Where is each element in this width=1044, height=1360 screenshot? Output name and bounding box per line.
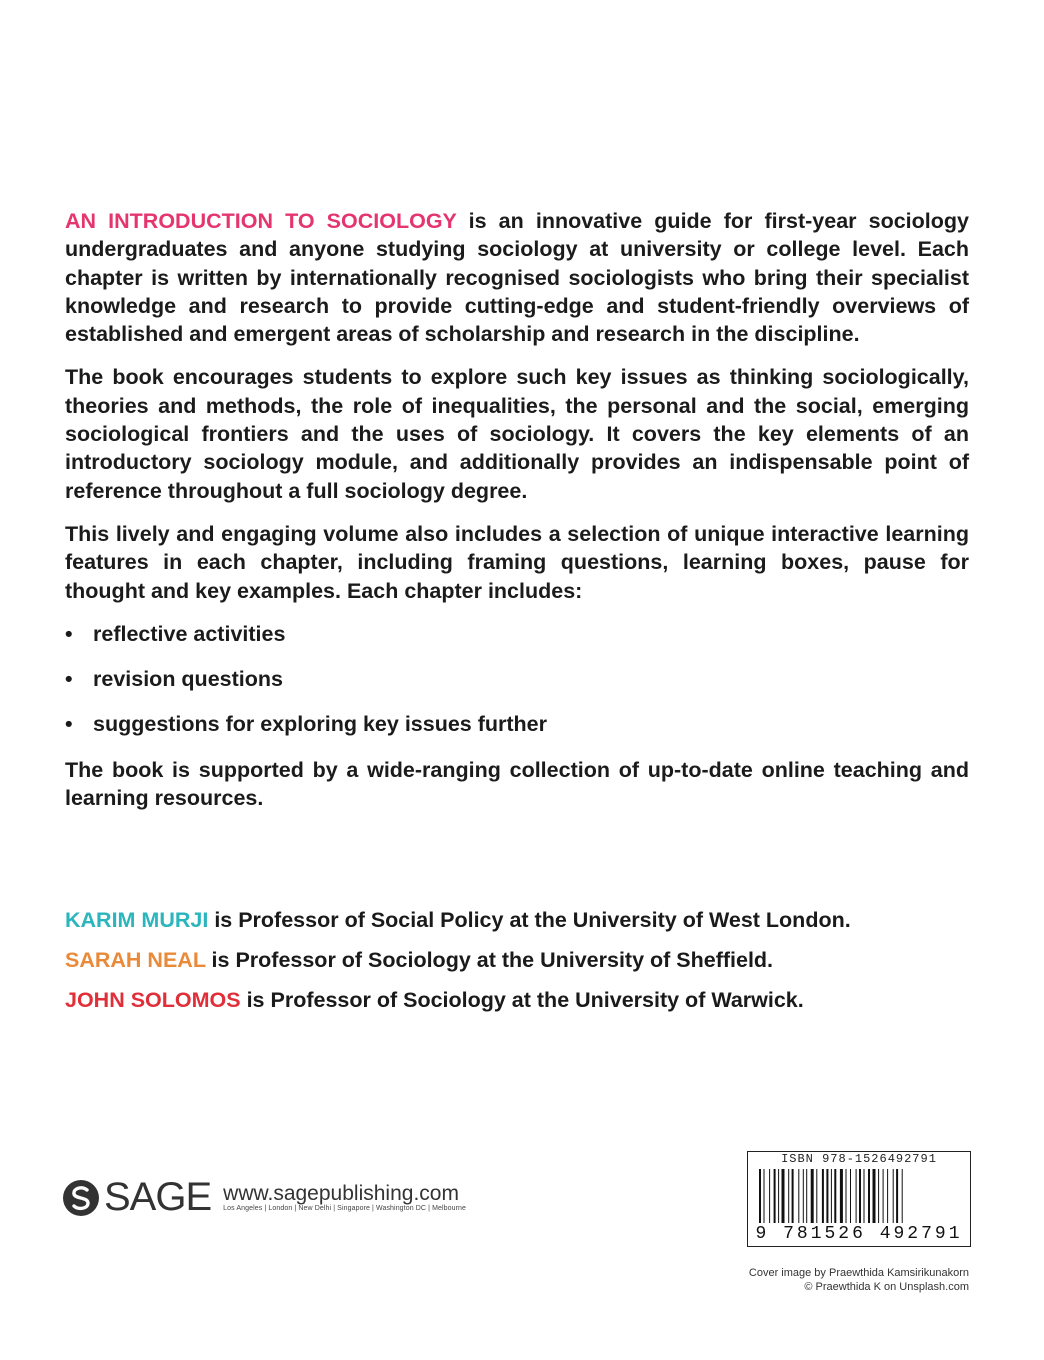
description-paragraph-1: AN INTRODUCTION TO SOCIOLOGY is an innovative guide for first-year sociology undergraduates and anyone studying sociology at university or college level. Each chapter is written by internationally recognised sociologists who bring their specialist knowledge and research to provide cutting-edge and student-friendly overviews of established and emergent areas of scholarship and research in the discipline. <box>65 209 969 347</box>
barcode-bar <box>883 1169 884 1223</box>
book-title: AN INTRODUCTION TO SOCIOLOGY <box>65 209 457 233</box>
author-name: SARAH NEAL <box>65 948 206 972</box>
barcode-bar <box>850 1169 851 1223</box>
barcode-bar <box>856 1169 857 1223</box>
barcode-bar <box>840 1169 843 1223</box>
barcode-bar <box>764 1169 765 1223</box>
list-item: • reflective activities <box>65 620 969 648</box>
author-bio: KARIM MURJI is Professor of Social Policy at the University of West London. <box>65 908 851 932</box>
barcode-bar <box>846 1169 847 1223</box>
barcode-bar <box>896 1169 898 1223</box>
barcode-bar <box>864 1169 865 1223</box>
publisher-logo-text: SAGE <box>104 1175 212 1219</box>
author-bios <box>65 906 985 1026</box>
barcode-bar <box>873 1169 876 1223</box>
publisher-block <box>62 1175 466 1220</box>
cover-credits <box>700 1266 969 1294</box>
bullet-icon: • <box>65 667 73 692</box>
barcode-bar <box>826 1169 828 1223</box>
barcode-bar <box>769 1169 770 1223</box>
barcode-bar <box>803 1169 804 1223</box>
barcode-bar <box>822 1169 824 1223</box>
description-paragraph-2: The book encourages students to explore such key issues as thinking sociologically, theories and methods, the role of inequalities, the personal and the social, emerging sociological frontiers and the uses of sociology. It covers the key elements of an introductory sociology module, and additionally provides an indispensable point of reference throughout a full sociology degree. <box>65 365 969 503</box>
bullet-icon: • <box>65 712 73 737</box>
author-bio: JOHN SOLOMOS is Professor of Sociology at the University of Warwick. <box>65 988 804 1012</box>
barcode-bar <box>759 1169 761 1223</box>
barcode-bar <box>774 1169 776 1223</box>
author-name: JOHN SOLOMOS <box>65 988 241 1012</box>
isbn-label: ISBN 978-1526492791 <box>781 1152 937 1166</box>
barcode-bar <box>806 1169 807 1223</box>
barcode-bar <box>868 1169 870 1223</box>
publisher-url[interactable]: www.sagepublishing.com <box>223 1182 459 1205</box>
author-name: KARIM MURJI <box>65 908 209 932</box>
barcode-bar <box>811 1169 814 1223</box>
description-paragraph-4: The book is supported by a wide-ranging collection of up-to-date online teaching and learning resources. <box>65 757 969 811</box>
bullet-icon: • <box>65 621 73 646</box>
barcode-bar <box>778 1169 779 1223</box>
barcode-bar <box>792 1169 794 1223</box>
isbn-barcode <box>747 1151 971 1247</box>
barcode-bar <box>887 1169 888 1223</box>
list-item: • revision questions <box>65 665 969 693</box>
credit-line: © Praewthida K on Unsplash.com <box>804 1281 969 1293</box>
barcode-bar <box>788 1169 789 1223</box>
sage-logo-icon <box>62 1179 100 1217</box>
barcode-bar <box>893 1169 894 1223</box>
barcode-bars-icon <box>759 1169 959 1223</box>
barcode-bar <box>831 1169 832 1223</box>
author-bio: SARAH NEAL is Professor of Sociology at the University of Sheffield. <box>65 948 774 972</box>
barcode-bar <box>878 1169 879 1223</box>
description-paragraph-3: This lively and engaging volume also includes a selection of unique interactive learning features in each chapter, including framing questions, learning boxes, pause for thought and key examples. Each chapter includes: <box>65 521 969 603</box>
credit-line: Cover image by Praewthida Kamsirikunakorn <box>748 1267 969 1279</box>
barcode-bar <box>902 1169 903 1223</box>
barcode-bar <box>859 1169 861 1223</box>
barcode-digits: 9 781526 492791 <box>755 1224 963 1244</box>
barcode-bar <box>834 1169 836 1223</box>
book-description <box>65 207 969 827</box>
publisher-cities: Los Angeles | London | New Delhi | Singapore | Washington DC | Melbourne <box>223 1205 467 1212</box>
list-item: • suggestions for exploring key issues further <box>65 710 969 738</box>
barcode-bar <box>816 1169 817 1223</box>
barcode-bar <box>798 1169 799 1223</box>
feature-list <box>65 620 969 739</box>
barcode-bar <box>782 1169 785 1223</box>
